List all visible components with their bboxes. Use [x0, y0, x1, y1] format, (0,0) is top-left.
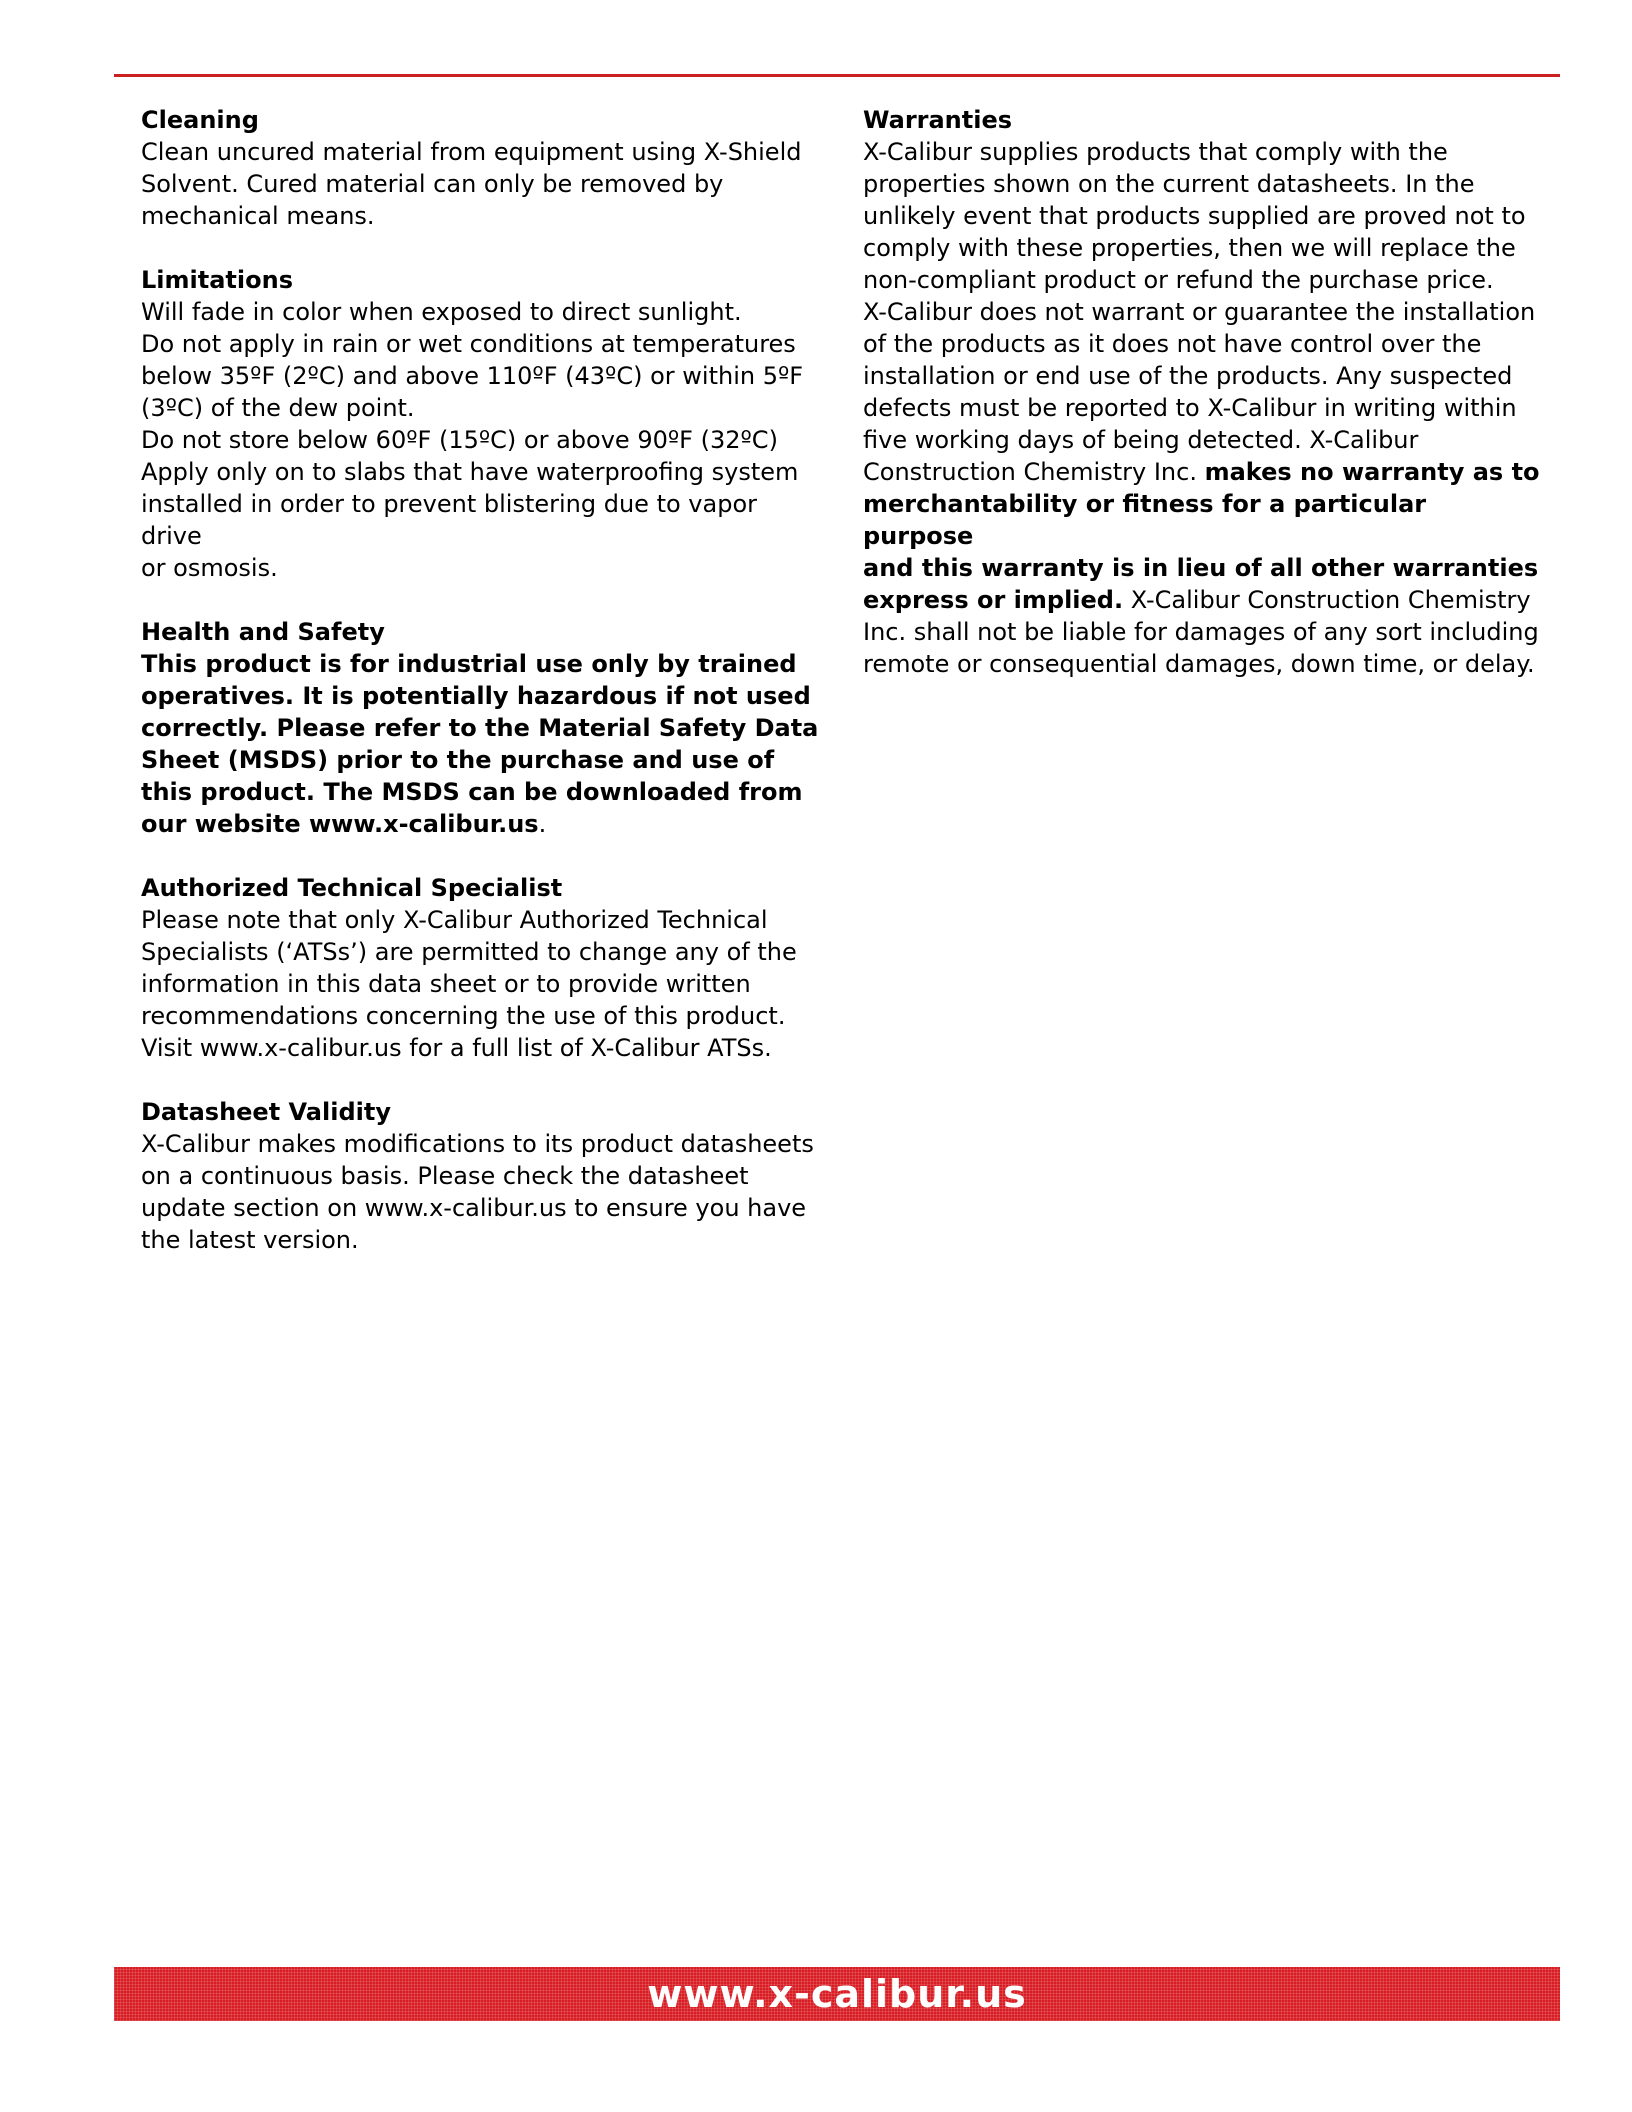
- text-line: the latest version.: [141, 1226, 359, 1254]
- text-line: defects must be reported to X-Calibur in writing within: [863, 394, 1517, 422]
- footer-bar: [114, 1967, 1560, 2021]
- text-line: [141, 808, 821, 840]
- express-implied-text: express or implied.: [863, 586, 1124, 614]
- text-line: Solvent. Cured material can only be removed by: [141, 170, 724, 198]
- text-line: X-Calibur supplies products that comply with the: [863, 138, 1448, 166]
- text-line: [863, 584, 1543, 616]
- text-line: merchantability or fitness for a particular purpose: [863, 490, 1427, 550]
- text-line: this product. The MSDS can be downloaded from: [141, 778, 803, 806]
- text-line: Clean uncured material from equipment using X-Shield: [141, 138, 802, 166]
- text-line: unlikely event that products supplied are proved not to: [863, 202, 1526, 230]
- text-line: Do not store below 60ºF (15ºC) or above 90ºF (32ºC): [141, 426, 778, 454]
- text-line: Please note that only X-Calibur Authorized Technical: [141, 906, 768, 934]
- warranties-section: [863, 104, 1543, 680]
- cleaning-section: [141, 104, 821, 232]
- text-line: on a continuous basis. Please check the datasheet: [141, 1162, 749, 1190]
- company-text: Construction Chemistry Inc.: [863, 458, 1205, 486]
- text-line: correctly. Please refer to the Material Safety Data: [141, 714, 819, 742]
- text-line: Do not apply in rain or wet conditions at temperatures: [141, 330, 796, 358]
- text-line: and this warranty is in lieu of all other warranties: [863, 554, 1539, 582]
- text-line: remote or consequential damages, down time, or delay.: [863, 650, 1535, 678]
- header-rule: [114, 74, 1560, 77]
- text-line: Inc. shall not be liable for damages of any sort including: [863, 618, 1539, 646]
- ats-text: [141, 904, 821, 1064]
- health-safety-section: [141, 616, 821, 840]
- text-line: recommendations concerning the use of this product.: [141, 1002, 786, 1030]
- text-line: X-Calibur does not warrant or guarantee the installation: [863, 298, 1536, 326]
- period-text: .: [538, 810, 547, 838]
- text-line: comply with these properties, then we will replace the: [863, 234, 1516, 262]
- validity-heading: Datasheet Validity: [141, 1098, 391, 1126]
- text-line: (3ºC) of the dew point.: [141, 394, 415, 422]
- text-line: operatives. It is potentially hazardous if not used: [141, 682, 811, 710]
- limitations-text: [141, 296, 821, 584]
- text-line: This product is for industrial use only by trained: [141, 650, 797, 678]
- validity-section: [141, 1096, 821, 1256]
- text-line: update section on www.x-calibur.us to ensure you have: [141, 1194, 807, 1222]
- warranties-text: [863, 136, 1543, 680]
- text-line: mechanical means.: [141, 202, 375, 230]
- text-line: X-Calibur makes modifications to its product datasheets: [141, 1130, 814, 1158]
- ats-section: [141, 872, 821, 1064]
- limitations-heading: Limitations: [141, 266, 293, 294]
- text-line: of the products as it does not have control over the: [863, 330, 1482, 358]
- cleaning-heading: Cleaning: [141, 106, 259, 134]
- cleaning-text: [141, 136, 821, 232]
- left-column: [141, 104, 821, 1288]
- validity-text: [141, 1128, 821, 1256]
- text-line: properties shown on the current datasheets. In the: [863, 170, 1475, 198]
- text-line: Will fade in color when exposed to direct sunlight.: [141, 298, 742, 326]
- limitations-section: [141, 264, 821, 584]
- company-text: X-Calibur Construction Chemistry: [1123, 586, 1531, 614]
- no-warranty-text: makes no warranty as to: [1204, 458, 1540, 486]
- health-safety-text: [141, 648, 821, 840]
- text-line: Visit www.x-calibur.us for a full list of X-Calibur ATSs.: [141, 1034, 772, 1062]
- text-line: five working days of being detected. X-Calibur: [863, 426, 1419, 454]
- right-column: [863, 104, 1543, 712]
- text-line: non-compliant product or refund the purchase price.: [863, 266, 1494, 294]
- text-line: below 35ºF (2ºC) and above 110ºF (43ºC) or within 5ºF: [141, 362, 804, 390]
- text-line: installation or end use of the products. Any suspected: [863, 362, 1513, 390]
- text-line: Apply only on to slabs that have waterproofing system: [141, 458, 799, 486]
- warranties-heading: Warranties: [863, 106, 1013, 134]
- ats-heading: Authorized Technical Specialist: [141, 874, 563, 902]
- footer-website-link[interactable]: www.x-calibur.us: [647, 1972, 1027, 2016]
- text-line: Specialists (‘ATSs’) are permitted to change any of the: [141, 938, 797, 966]
- text-line: information in this data sheet or to provide written: [141, 970, 751, 998]
- msds-website-text: our website www.x-calibur.us: [141, 810, 539, 838]
- text-line: or osmosis.: [141, 554, 278, 582]
- health-safety-heading: Health and Safety: [141, 618, 385, 646]
- text-line: Sheet (MSDS) prior to the purchase and use of: [141, 746, 775, 774]
- text-line: [863, 456, 1543, 488]
- text-line: installed in order to prevent blistering due to vapor drive: [141, 490, 757, 550]
